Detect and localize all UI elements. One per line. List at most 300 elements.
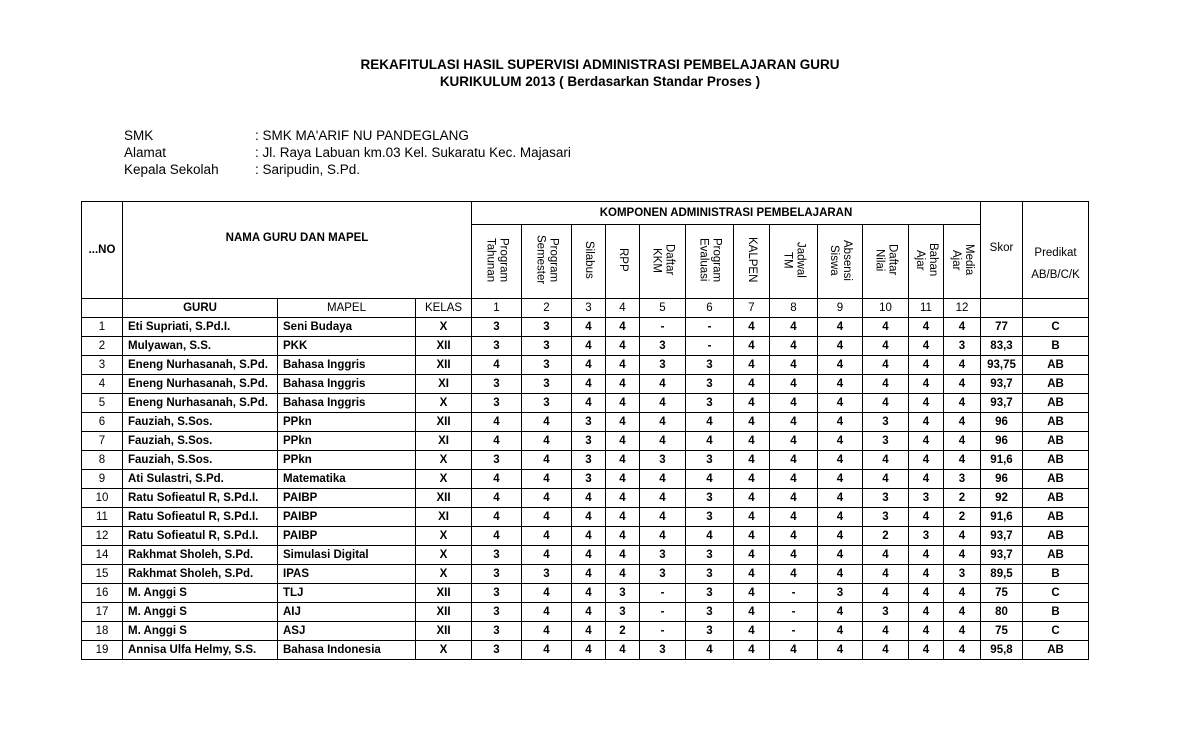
- subject-name: Bahasa Inggris: [278, 356, 416, 375]
- component-score: -: [686, 337, 734, 356]
- subject-name: ASJ: [278, 622, 416, 641]
- component-header-6: [686, 225, 734, 299]
- document-title: REKAFITULASI HASIL SUPERVISI ADMINISTRASI PEMBELAJARAN GURU: [360, 57, 840, 72]
- score-header: Skor: [981, 202, 1023, 299]
- component-score: 4: [944, 394, 981, 413]
- grade-predicate: B: [1023, 337, 1089, 356]
- component-score: 2: [606, 622, 640, 641]
- row-number: 6: [82, 413, 123, 432]
- component-score: 4: [818, 641, 863, 660]
- class-level: XII: [416, 489, 472, 508]
- component-label: Daftar Nilai: [873, 244, 899, 276]
- component-score: 2: [863, 527, 909, 546]
- component-label: Bahan Ajar: [914, 243, 939, 277]
- component-score: 4: [606, 356, 640, 375]
- table-row: [82, 584, 1089, 603]
- school-label: SMK: [124, 128, 154, 143]
- component-score: 4: [770, 394, 818, 413]
- component-score: 3: [686, 489, 734, 508]
- component-score: 4: [818, 413, 863, 432]
- teacher-name: Eneng Nurhasanah, S.Pd.: [123, 356, 278, 375]
- component-score: 4: [909, 394, 944, 413]
- class-level: X: [416, 451, 472, 470]
- component-number: 11: [909, 299, 944, 318]
- component-header-5: [640, 225, 686, 299]
- component-header-3: [572, 225, 606, 299]
- row-number: 17: [82, 603, 123, 622]
- component-score: 4: [944, 432, 981, 451]
- total-score: 91,6: [981, 508, 1023, 527]
- row-number: 2: [82, 337, 123, 356]
- component-score: 2: [944, 489, 981, 508]
- component-score: 4: [472, 470, 522, 489]
- component-label: RPP: [617, 248, 629, 272]
- component-score: 4: [944, 603, 981, 622]
- component-score: 4: [472, 527, 522, 546]
- supervision-table: [81, 201, 1089, 660]
- component-score: 4: [818, 337, 863, 356]
- component-score: 3: [606, 603, 640, 622]
- sub-mapel-header: MAPEL: [278, 299, 416, 318]
- component-score: 3: [686, 451, 734, 470]
- subject-name: Simulasi Digital: [278, 546, 416, 565]
- component-score: 4: [572, 356, 606, 375]
- component-score: 4: [522, 470, 572, 489]
- row-number: 1: [82, 318, 123, 337]
- component-score: 4: [863, 584, 909, 603]
- component-score: 3: [472, 603, 522, 622]
- component-number: 5: [640, 299, 686, 318]
- component-score: 3: [640, 451, 686, 470]
- class-level: XII: [416, 603, 472, 622]
- component-score: 4: [734, 337, 770, 356]
- component-score: 4: [944, 318, 981, 337]
- component-score: 4: [818, 508, 863, 527]
- component-score: 4: [909, 337, 944, 356]
- component-score: -: [640, 603, 686, 622]
- total-score: 91,6: [981, 451, 1023, 470]
- table-row: [82, 413, 1089, 432]
- component-score: 3: [472, 622, 522, 641]
- total-score: 93,7: [981, 546, 1023, 565]
- component-score: 3: [686, 394, 734, 413]
- component-score: 4: [686, 432, 734, 451]
- component-score: 3: [863, 413, 909, 432]
- class-level: XI: [416, 508, 472, 527]
- name-header: NAMA GURU DAN MAPEL: [123, 202, 472, 299]
- component-score: 4: [818, 318, 863, 337]
- class-level: X: [416, 527, 472, 546]
- subject-name: PAIBP: [278, 508, 416, 527]
- component-score: 3: [572, 413, 606, 432]
- grade-predicate: AB: [1023, 470, 1089, 489]
- total-score: 89,5: [981, 565, 1023, 584]
- component-score: 4: [640, 489, 686, 508]
- row-number: 8: [82, 451, 123, 470]
- component-score: 4: [734, 489, 770, 508]
- component-number: 6: [686, 299, 734, 318]
- component-score: 3: [686, 603, 734, 622]
- component-number: 1: [472, 299, 522, 318]
- component-header: KOMPONEN ADMINISTRASI PEMBELAJARAN: [472, 202, 981, 225]
- row-number: 7: [82, 432, 123, 451]
- component-score: 4: [909, 432, 944, 451]
- grade-predicate: AB: [1023, 451, 1089, 470]
- table-row: [82, 318, 1089, 337]
- component-score: 3: [522, 375, 572, 394]
- component-score: 3: [686, 622, 734, 641]
- teacher-name: Mulyawan, S.S.: [123, 337, 278, 356]
- component-score: 4: [909, 565, 944, 584]
- component-label: Daftar KKM: [650, 244, 676, 276]
- grade-predicate: AB: [1023, 489, 1089, 508]
- component-score: 4: [770, 489, 818, 508]
- component-number: 10: [863, 299, 909, 318]
- component-score: 4: [909, 584, 944, 603]
- component-score: 4: [606, 337, 640, 356]
- component-score: 4: [572, 375, 606, 394]
- row-number: 11: [82, 508, 123, 527]
- row-number: 3: [82, 356, 123, 375]
- component-score: 4: [909, 546, 944, 565]
- table-row: [82, 470, 1089, 489]
- component-score: 3: [686, 508, 734, 527]
- class-level: XII: [416, 356, 472, 375]
- component-score: 4: [909, 470, 944, 489]
- component-score: 4: [734, 432, 770, 451]
- component-label: Media Ajar: [950, 244, 975, 276]
- address-label: Alamat: [124, 145, 167, 160]
- component-score: 4: [522, 489, 572, 508]
- component-score: 4: [770, 337, 818, 356]
- total-score: 93,7: [981, 527, 1023, 546]
- head-label: Kepala Sekolah: [124, 162, 219, 177]
- class-level: X: [416, 470, 472, 489]
- grade-predicate: AB: [1023, 508, 1089, 527]
- component-score: 4: [640, 413, 686, 432]
- component-score: 4: [472, 356, 522, 375]
- teacher-name: Fauziah, S.Sos.: [123, 432, 278, 451]
- component-score: 4: [909, 356, 944, 375]
- class-level: XI: [416, 432, 472, 451]
- component-score: 4: [818, 489, 863, 508]
- component-score: 4: [472, 432, 522, 451]
- component-score: 4: [572, 546, 606, 565]
- component-score: 4: [606, 527, 640, 546]
- teacher-name: Ati Sulastri, S.Pd.: [123, 470, 278, 489]
- component-score: 4: [734, 508, 770, 527]
- table-row: [82, 356, 1089, 375]
- component-score: 4: [522, 546, 572, 565]
- total-score: 75: [981, 622, 1023, 641]
- component-score: 4: [686, 413, 734, 432]
- component-label: Jadwal TM: [781, 242, 807, 278]
- teacher-name: M. Anggi S: [123, 622, 278, 641]
- component-score: 4: [734, 565, 770, 584]
- component-score: 4: [606, 508, 640, 527]
- total-score: 96: [981, 470, 1023, 489]
- component-score: 4: [572, 318, 606, 337]
- component-score: -: [640, 584, 686, 603]
- component-score: 3: [863, 489, 909, 508]
- component-score: 4: [944, 356, 981, 375]
- component-score: 4: [770, 641, 818, 660]
- row-number: 18: [82, 622, 123, 641]
- total-score: 93,7: [981, 394, 1023, 413]
- component-score: 3: [472, 451, 522, 470]
- component-score: 4: [770, 432, 818, 451]
- component-score: 3: [572, 470, 606, 489]
- component-score: 4: [606, 470, 640, 489]
- component-score: 4: [640, 394, 686, 413]
- component-score: 3: [472, 337, 522, 356]
- info-row-school: [124, 127, 571, 144]
- component-score: 3: [863, 432, 909, 451]
- component-label: Silabus: [583, 241, 595, 279]
- component-header-8: [770, 225, 818, 299]
- class-level: X: [416, 318, 472, 337]
- class-level: X: [416, 394, 472, 413]
- component-score: 4: [572, 527, 606, 546]
- table-row: [82, 432, 1089, 451]
- component-score: 3: [863, 603, 909, 622]
- table-row: [82, 489, 1089, 508]
- component-score: 4: [572, 584, 606, 603]
- component-score: 4: [863, 337, 909, 356]
- component-score: 4: [863, 451, 909, 470]
- component-score: 4: [770, 565, 818, 584]
- component-number: 8: [770, 299, 818, 318]
- component-score: 4: [770, 470, 818, 489]
- component-score: 3: [472, 641, 522, 660]
- component-score: 4: [770, 527, 818, 546]
- total-score: 95,8: [981, 641, 1023, 660]
- component-label: Program Tahunan: [484, 237, 510, 283]
- component-header-7: [734, 225, 770, 299]
- teacher-name: Fauziah, S.Sos.: [123, 451, 278, 470]
- component-number: 4: [606, 299, 640, 318]
- component-header-9: [818, 225, 863, 299]
- total-score: 93,7: [981, 375, 1023, 394]
- component-score: 4: [640, 432, 686, 451]
- component-score: 4: [522, 584, 572, 603]
- table-row: [82, 375, 1089, 394]
- component-score: 4: [472, 489, 522, 508]
- grade-header-label: Predikat: [1034, 247, 1077, 259]
- grade-predicate: C: [1023, 584, 1089, 603]
- component-score: 4: [640, 470, 686, 489]
- grade-predicate: AB: [1023, 546, 1089, 565]
- class-level: XII: [416, 413, 472, 432]
- component-label: Absensi Siswa: [828, 239, 853, 281]
- teacher-name: M. Anggi S: [123, 584, 278, 603]
- component-score: 3: [522, 318, 572, 337]
- component-score: 3: [909, 489, 944, 508]
- component-score: 4: [734, 413, 770, 432]
- component-number: 3: [572, 299, 606, 318]
- component-score: 3: [640, 356, 686, 375]
- table-row: [82, 641, 1089, 660]
- component-score: 4: [863, 318, 909, 337]
- component-score: 4: [818, 394, 863, 413]
- component-score: 4: [770, 451, 818, 470]
- component-score: 4: [909, 603, 944, 622]
- subject-name: Matematika: [278, 470, 416, 489]
- sub-grade-cell: [1023, 299, 1089, 318]
- total-score: 80: [981, 603, 1023, 622]
- component-score: 4: [606, 394, 640, 413]
- component-score: 4: [606, 489, 640, 508]
- component-score: 4: [472, 508, 522, 527]
- component-header-4: [606, 225, 640, 299]
- component-score: 4: [640, 527, 686, 546]
- subject-name: Seni Budaya: [278, 318, 416, 337]
- component-label: Program Semester: [534, 235, 560, 285]
- component-score: 3: [522, 337, 572, 356]
- info-row-address: [124, 144, 571, 161]
- total-score: 93,75: [981, 356, 1023, 375]
- component-score: 4: [606, 432, 640, 451]
- component-score: 4: [572, 622, 606, 641]
- component-score: 4: [734, 603, 770, 622]
- row-number: 9: [82, 470, 123, 489]
- component-number: 9: [818, 299, 863, 318]
- component-score: 4: [863, 546, 909, 565]
- component-number: 12: [944, 299, 981, 318]
- total-score: 92: [981, 489, 1023, 508]
- subject-name: AIJ: [278, 603, 416, 622]
- class-level: X: [416, 641, 472, 660]
- component-score: 4: [734, 622, 770, 641]
- component-score: -: [686, 318, 734, 337]
- component-score: 4: [734, 356, 770, 375]
- component-score: 4: [944, 546, 981, 565]
- component-score: 4: [818, 356, 863, 375]
- component-score: 4: [734, 584, 770, 603]
- component-score: 4: [522, 413, 572, 432]
- component-score: 4: [863, 565, 909, 584]
- component-score: 4: [734, 470, 770, 489]
- no-header: ...NO: [82, 202, 123, 299]
- component-score: 4: [818, 470, 863, 489]
- component-score: 4: [818, 527, 863, 546]
- grade-predicate: AB: [1023, 527, 1089, 546]
- grade-predicate: B: [1023, 603, 1089, 622]
- teacher-name: Eneng Nurhasanah, S.Pd.: [123, 394, 278, 413]
- row-number: 16: [82, 584, 123, 603]
- table-row: [82, 546, 1089, 565]
- teacher-name: Fauziah, S.Sos.: [123, 413, 278, 432]
- component-score: 3: [572, 432, 606, 451]
- component-score: 4: [909, 375, 944, 394]
- component-score: 4: [572, 565, 606, 584]
- component-number: 7: [734, 299, 770, 318]
- row-number: 5: [82, 394, 123, 413]
- class-level: XII: [416, 584, 472, 603]
- component-score: 4: [686, 641, 734, 660]
- component-score: 4: [863, 356, 909, 375]
- component-score: 4: [572, 603, 606, 622]
- class-level: X: [416, 546, 472, 565]
- row-number: 12: [82, 527, 123, 546]
- grade-predicate: AB: [1023, 413, 1089, 432]
- table-row: [82, 622, 1089, 641]
- component-score: 3: [909, 527, 944, 546]
- component-score: 4: [606, 375, 640, 394]
- info-row-head: [124, 161, 571, 178]
- component-score: 4: [606, 318, 640, 337]
- component-score: 4: [818, 622, 863, 641]
- teacher-name: M. Anggi S: [123, 603, 278, 622]
- component-score: 4: [818, 603, 863, 622]
- table-row: [82, 451, 1089, 470]
- component-score: 4: [734, 546, 770, 565]
- component-score: 3: [640, 337, 686, 356]
- component-score: 4: [944, 584, 981, 603]
- component-score: 4: [770, 546, 818, 565]
- school-info: [124, 127, 571, 178]
- component-score: 4: [909, 508, 944, 527]
- component-score: 4: [640, 375, 686, 394]
- component-score: 3: [686, 356, 734, 375]
- component-label: KALPEN: [746, 237, 758, 283]
- component-score: 4: [863, 641, 909, 660]
- component-score: 4: [522, 508, 572, 527]
- subject-name: IPAS: [278, 565, 416, 584]
- teacher-name: Eti Supriati, S.Pd.I.: [123, 318, 278, 337]
- document-subtitle: KURIKULUM 2013 ( Berdasarkan Standar Proses ): [439, 74, 761, 89]
- teacher-name: Rakhmat Sholeh, S.Pd.: [123, 565, 278, 584]
- row-number: 10: [82, 489, 123, 508]
- component-score: 4: [818, 546, 863, 565]
- component-score: 4: [944, 413, 981, 432]
- component-score: 4: [572, 489, 606, 508]
- component-score: 4: [606, 451, 640, 470]
- class-level: X: [416, 565, 472, 584]
- component-score: 4: [472, 413, 522, 432]
- component-header-1: [472, 225, 522, 299]
- component-score: 4: [863, 470, 909, 489]
- component-score: 3: [863, 508, 909, 527]
- total-score: 77: [981, 318, 1023, 337]
- component-score: 4: [863, 375, 909, 394]
- component-score: 4: [770, 413, 818, 432]
- component-score: 3: [472, 546, 522, 565]
- subject-name: PAIBP: [278, 527, 416, 546]
- teacher-name: Ratu Sofieatul R, S.Pd.I.: [123, 489, 278, 508]
- component-score: 4: [572, 394, 606, 413]
- component-score: 3: [686, 546, 734, 565]
- component-score: 4: [909, 413, 944, 432]
- component-score: 4: [818, 432, 863, 451]
- component-score: 4: [572, 508, 606, 527]
- component-score: 4: [944, 622, 981, 641]
- component-score: 3: [686, 375, 734, 394]
- row-number: 19: [82, 641, 123, 660]
- grade-predicate: AB: [1023, 394, 1089, 413]
- class-level: XII: [416, 622, 472, 641]
- component-score: 3: [944, 565, 981, 584]
- sub-no-cell: [82, 299, 123, 318]
- table-row: [82, 603, 1089, 622]
- table-row: [82, 394, 1089, 413]
- school-value: : SMK MA'ARIF NU PANDEGLANG: [255, 128, 469, 143]
- component-score: 4: [522, 622, 572, 641]
- table-row: [82, 565, 1089, 584]
- component-score: 3: [606, 584, 640, 603]
- teacher-name: Annisa Ulfa Helmy, S.S.: [123, 641, 278, 660]
- grade-predicate: C: [1023, 622, 1089, 641]
